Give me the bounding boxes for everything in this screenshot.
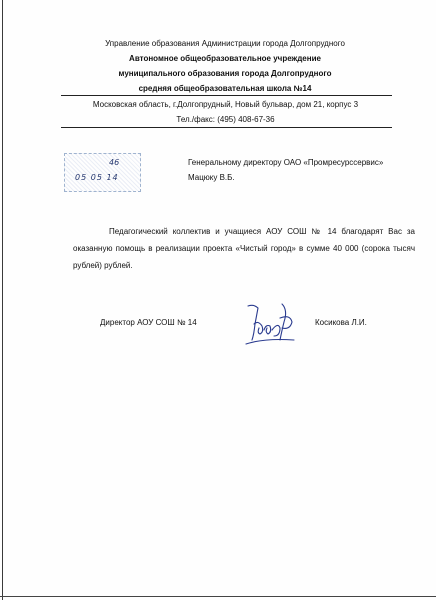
letterhead-line-4: средняя общеобразовательная школа №14: [138, 84, 312, 93]
letterhead-line-3: муниципального образования города Долгопрудного: [118, 69, 332, 78]
letterhead: [60, 36, 390, 96]
letter-body: Педагогический коллектив и учащиеся АОУ СОШ № 14 благодарят Вас за оказанную помощь в реализации проекта «Чистый город» в сумме 40 000 (сорока тысяч рублей) рублей.: [73, 227, 415, 270]
school-phone: Тел./факс: (495) 408-67-36: [176, 115, 275, 124]
scan-edge: [2, 0, 3, 600]
addressee-block: [188, 155, 418, 185]
letterhead-line-2: Автономное общеобразовательное учреждение: [129, 54, 321, 63]
school-address: Московская область, г.Долгопрудный, Новый бульвар, дом 21, корпус 3: [92, 100, 359, 109]
scan-edge-bottom: [0, 596, 436, 597]
letterhead-line-1: Управление образования Администрации города Долгопрудного: [105, 39, 345, 48]
addressee-title: Генеральному директору ОАО «Промресурссервис»: [188, 158, 384, 167]
school-address-block: [60, 97, 391, 127]
header-divider-top: [61, 95, 392, 96]
signatory-name: Косикова Л.И.: [315, 318, 367, 327]
addressee-name: Мацюку В.Б.: [188, 173, 235, 182]
stamp-date: 05 05 14: [75, 173, 119, 182]
header-divider-bottom: [61, 127, 392, 128]
stamp-number: 46: [109, 158, 120, 167]
incoming-registration-stamp: [64, 153, 141, 192]
signatory-position: Директор АОУ СОШ № 14: [100, 318, 197, 327]
handwritten-signature: [244, 300, 296, 346]
